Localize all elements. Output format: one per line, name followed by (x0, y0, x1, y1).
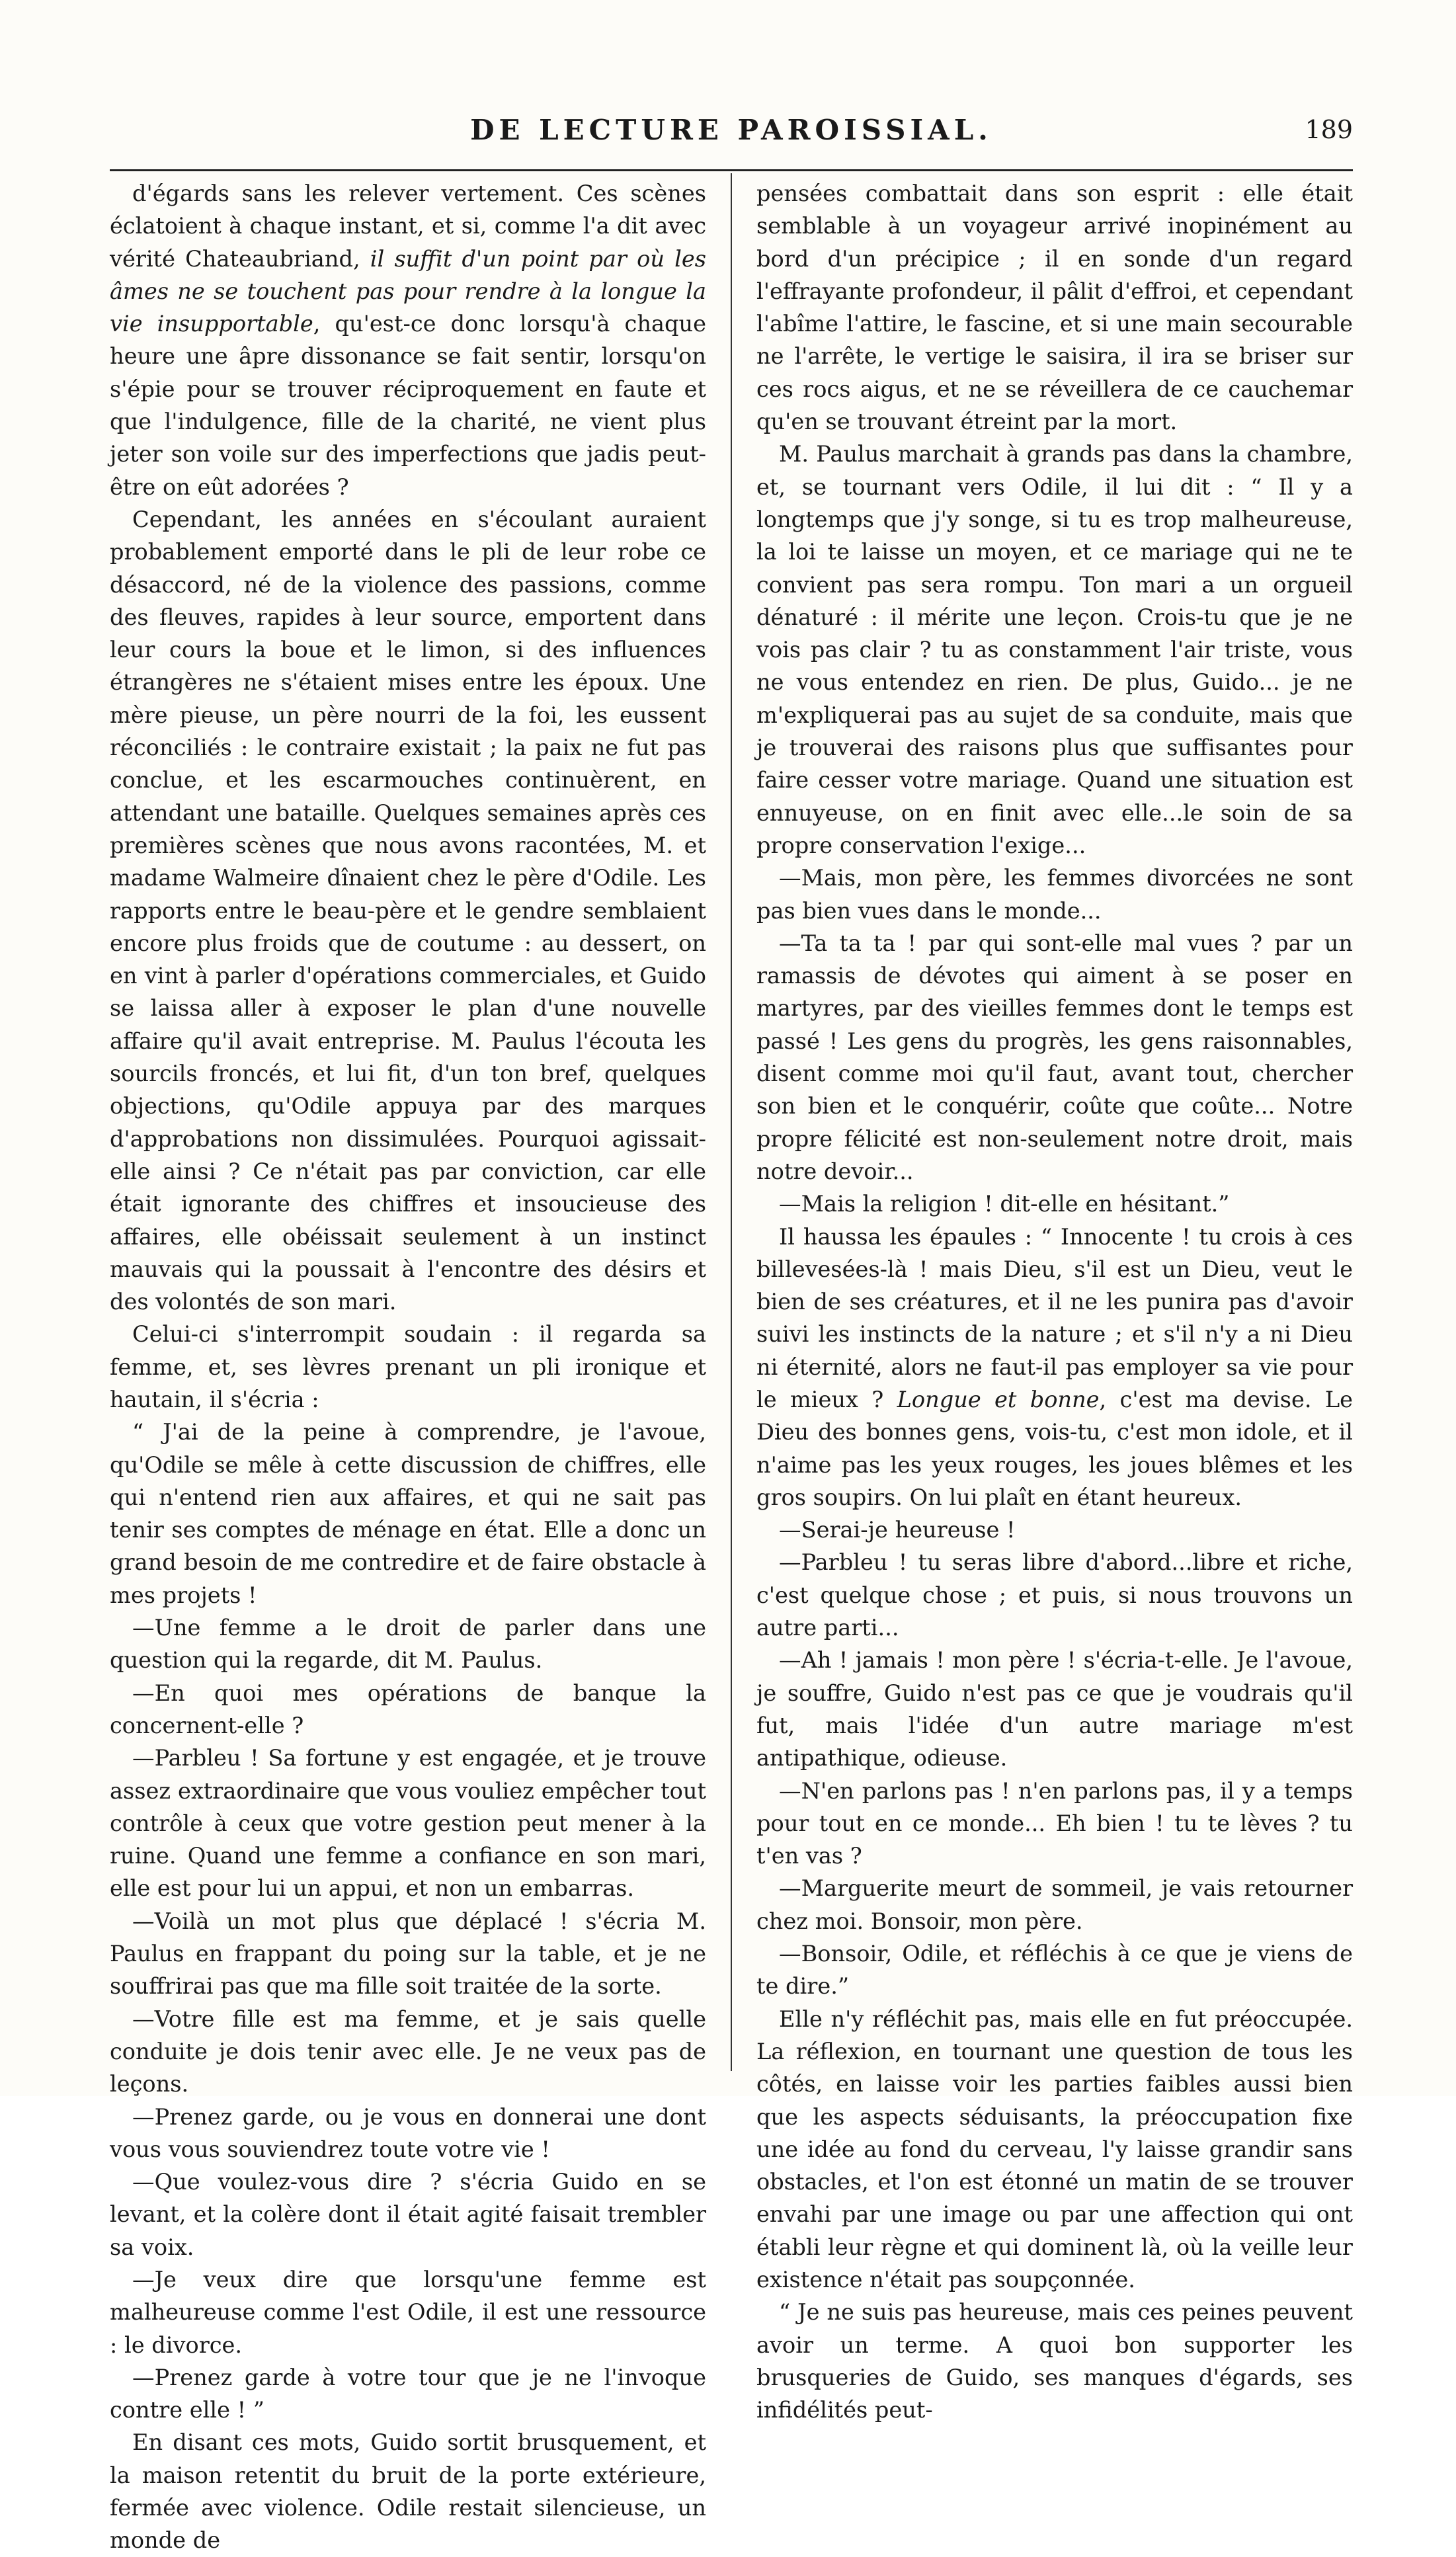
paragraph (110, 2166, 706, 2263)
paragraph (110, 2003, 706, 2101)
paragraph-text: —Serai-je heureuse ! (779, 1517, 1016, 1543)
paragraph-text: —Bonsoir, Odile, et réfléchis à ce que je viens de te dire.” (756, 1941, 1353, 2000)
paragraph-text: —N'en parlons pas ! n'en parlons pas, il y a temps pour tout en ce monde... Eh bien ! tu te lèves ? tu t'en vas ? (756, 1777, 1353, 1869)
paragraph-text: Elle n'y réfléchit pas, mais elle en fut préoccupée. La réflexion, en tournant une question de tous les côtés, en laisse voir les parties faibles aussi bien que les aspects séduisants, la préoccupation fixe une idée au fond du cerveau, l'y laisse grandir sans obstacles, et l'on est étonné un matin de se trouver envahi par une image ou par une affection qui ont établi leur règne et qui dominent là, où la veille leur existence n'était pas soupçonnée. (756, 2006, 1353, 2293)
paragraph (756, 1872, 1353, 1937)
italic-quote: Longue et bonne (897, 1386, 1100, 1412)
paragraph (756, 927, 1353, 1188)
paragraph-text: —Une femme a le droit de parler dans une question qui la regarde, dit M. Paulus. (110, 1615, 706, 1674)
paragraph (110, 503, 706, 1318)
paragraph-text: —Votre fille est ma femme, et je sais quelle conduite je dois tenir avec elle. Je ne veux pas de leçons. (110, 2006, 706, 2097)
paragraph-text: —Ta ta ta ! par qui sont-elle mal vues ? par un ramassis de dévotes qui aiment à se poser en martyres, par des vieilles femmes dont le temps est passé ! Les gens du progrès, les gens raisonnables, disent comme moi qu'il faut, avant tout, chercher son bien et le conquérir, coûte que coûte... Notre propre félicité est non-seulement notre droit, mais notre devoir... (756, 930, 1353, 1184)
paragraph-text: “ Je ne suis pas heureuse, mais ces peines peuvent avoir un terme. A quoi bon supporter les brusqueries de Guido, ses manques d'égards, ses infidélités peut- (756, 2299, 1353, 2423)
paragraph (110, 1416, 706, 1611)
paragraph-text: , c'est ma devise. Le Dieu des bonnes gens, vois-tu, c'est mon idole, et il n'aime pas les yeux rouges, les joues blêmes et les gros soupirs. On lui plaît en étant heureux. (756, 1386, 1353, 1510)
paragraph-text: En disant ces mots, Guido sortit brusquement, et la maison retentit du bruit de la porte extérieure, fermée avec violence. Odile restait silencieuse, un monde de (110, 2429, 706, 2554)
paragraph-text: —Prenez garde, ou je vous en donnerai une dont vous vous souviendrez toute votre vie ! (110, 2103, 706, 2162)
paragraph (756, 177, 1353, 438)
paragraph (110, 1677, 706, 1742)
paragraph (756, 1221, 1353, 1514)
paragraph-text: , qu'est-ce donc lorsqu'à chaque heure une âpre dissonance se fait sentir, lorsqu'on s'épie pour se trouver réciproquement en faute et que l'indulgence, fille de la charité, ne vient plus jeter son voile sur des imperfections que jadis peut-être on eût adorées ? (110, 311, 706, 500)
right-column (756, 177, 1353, 2423)
paragraph (756, 2296, 1353, 2426)
paragraph (756, 2003, 1353, 2296)
paragraph (756, 438, 1353, 862)
paragraph (110, 2361, 706, 2427)
paragraph (110, 1905, 706, 2003)
page-number: 189 (1305, 115, 1353, 144)
paragraph (756, 862, 1353, 927)
running-title: DE LECTURE PAROISSIAL. (470, 114, 992, 146)
paragraph-text: —Mais, mon père, les femmes divorcées ne sont pas bien vues dans le monde... (756, 865, 1353, 924)
paragraph-text: d'égards sans les relever vertement. Ces scènes éclatoient à chaque instant, et si, comme l'a dit avec vérité Chateaubriand, (110, 181, 706, 272)
paragraph-text: Celui-ci s'interrompit soudain : il regarda sa femme, et, ses lèvres prenant un pli ironique et hautain, il s'écria : (110, 1321, 706, 1412)
paragraph (756, 1188, 1353, 1220)
paragraph (110, 177, 706, 503)
paragraph (110, 1611, 706, 1677)
paragraph-text: —Ah ! jamais ! mon père ! s'écria-t-elle. Je l'avoue, je souffre, Guido n'est pas ce que je voudrais qu'il fut, mais l'idée d'un autre mariage m'est antipathique, odieuse. (756, 1647, 1353, 1771)
paragraph-text: —En quoi mes opérations de banque la concernent-elle ? (110, 1680, 706, 1738)
paragraph-text: —Mais la religion ! dit-elle en hésitant.” (779, 1191, 1230, 1217)
paragraph-text: —Prenez garde à votre tour que je ne l'invoque contre elle ! ” (110, 2364, 706, 2423)
header-rule (110, 169, 1353, 171)
running-header (110, 111, 1353, 151)
paragraph-text: —Je veux dire que lorsqu'une femme est malheureuse comme l'est Odile, il est une ressource : le divorce. (110, 2267, 706, 2358)
paragraph-text: —Que voulez-vous dire ? s'écria Guido en se levant, et la colère dont il était agité faisait trembler sa voix. (110, 2169, 706, 2260)
paragraph-text: Il haussa les épaules : “ Innocente ! tu crois à ces billevesées-là ! mais Dieu, s'il est un Dieu, veut le bien de ses créatures, et il ne les punira pas d'avoir suivi les instincts de la nature ; et s'il n'y a ni Dieu ni éternité, alors ne faut-il pas employer sa vie pour le mieux ? (756, 1223, 1353, 1412)
paragraph-text: pensées combattait dans son esprit : elle était semblable à un voyageur arrivé inopinément au bord d'un précipice ; il en sonde d'un regard l'effrayante profondeur, il pâlit d'effroi, et cependant l'abîme l'attire, le fascine, et si une main secourable ne l'arrête, le vertige le saisira, il ira se briser sur ces rocs aigus, et ne se réveillera de ce cauchemar qu'en se trouvant étreint par la mort. (756, 181, 1353, 435)
paragraph-text: M. Paulus marchait à grands pas dans la chambre, et, se tournant vers Odile, il lui dit : “ Il y a longtemps que j'y songe, si tu es trop malheureuse, la loi te laisse un moyen, et ce mariage qui ne te convient pas sera rompu. Ton mari a un orgueil dénaturé : il mérite une leçon. Crois-tu que je ne vois pas clair ? tu as constamment l'air triste, vous ne vous entendez en rien. De plus, Guido... je ne m'expliquerai pas au sujet de sa conduite, mais que je trouverai des raisons plus que suffisantes pour faire cesser votre mariage. Quand une situation est ennuyeuse, on en finit avec elle...le soin de sa propre conservation l'exige... (756, 441, 1353, 858)
paragraph-text: “ J'ai de la peine à comprendre, je l'avoue, qu'Odile se mêle à cette discussion de chiffres, elle qui n'entend rien aux affaires, et qui ne sait pas tenir ses comptes de ménage en état. Elle a donc un grand besoin de me contredire et de faire obstacle à mes projets ! (110, 1419, 706, 1608)
paragraph-text: —Voilà un mot plus que déplacé ! s'écria M. Paulus en frappant du poing sur la table, et je ne souffrirai pas que ma fille soit traitée de la sorte. (110, 1908, 706, 2000)
paragraph (110, 1742, 706, 1904)
column-divider (731, 173, 732, 2071)
italic-quote: il suffit d'un point par où les âmes ne se touchent pas pour rendre à la longue la vie insupportable (110, 245, 706, 337)
paragraph (110, 1318, 706, 1416)
paragraph-text: —Parbleu ! tu seras libre d'abord...libre et riche, c'est quelque chose ; et puis, si nous trouvons un autre parti... (756, 1549, 1353, 1641)
paragraph (756, 1514, 1353, 1546)
paragraph (756, 1644, 1353, 1774)
paragraph-text: —Parbleu ! Sa fortune y est engagée, et je trouve assez extraordinaire que vous vouliez empêcher tout contrôle à ceux que votre gestion peut mener à la ruine. Quand une femme a confiance en son mari, elle est pour lui un appui, et non un embarras. (110, 1745, 706, 1902)
paragraph-text: —Marguerite meurt de sommeil, je vais retourner chez moi. Bonsoir, mon père. (756, 1875, 1353, 1934)
paragraph (110, 2426, 706, 2556)
paragraph (756, 1937, 1353, 2003)
paragraph (756, 1775, 1353, 1873)
paragraph (110, 2101, 706, 2166)
paragraph (110, 2263, 706, 2361)
paragraph-text: Cependant, les années en s'écoulant auraient probablement emporté dans le pli de leur robe ce désaccord, né de la violence des passions, comme des fleuves, rapides à leur source, emportent dans leur cours la boue et le limon, si des influences étrangères ne s'étaient mises entre les époux. Une mère pieuse, un père nourri de la foi, les eussent réconciliés : le contraire existait ; la paix ne fut pas conclue, et les escarmouches continuèrent, en attendant une bataille. Quelques semaines après ces premières scènes que nous avons racontées, M. et madame Walmeire dînaient chez le père d'Odile. Les rapports entre le beau-père et le gendre semblaient encore plus froids que de coutume : au dessert, on en vint à parler d'opérations commerciales, et Guido se laissa aller à exposer le plan d'une nouvelle affaire qu'il avait entreprise. M. Paulus l'écouta les sourcils froncés, et lui fit, d'un ton bref, quelques objections, qu'Odile appuya par des marques d'approbations non dissimulées. Pourquoi agissait-elle ainsi ? Ce n'était pas par conviction, car elle était ignorante des chiffres et insoucieuse des affaires, elle obéissait seulement à un instinct mauvais qui la poussait à l'encontre des désirs et des volontés de son mari. (110, 506, 706, 1315)
paragraph (756, 1546, 1353, 1644)
left-column (110, 177, 706, 2554)
